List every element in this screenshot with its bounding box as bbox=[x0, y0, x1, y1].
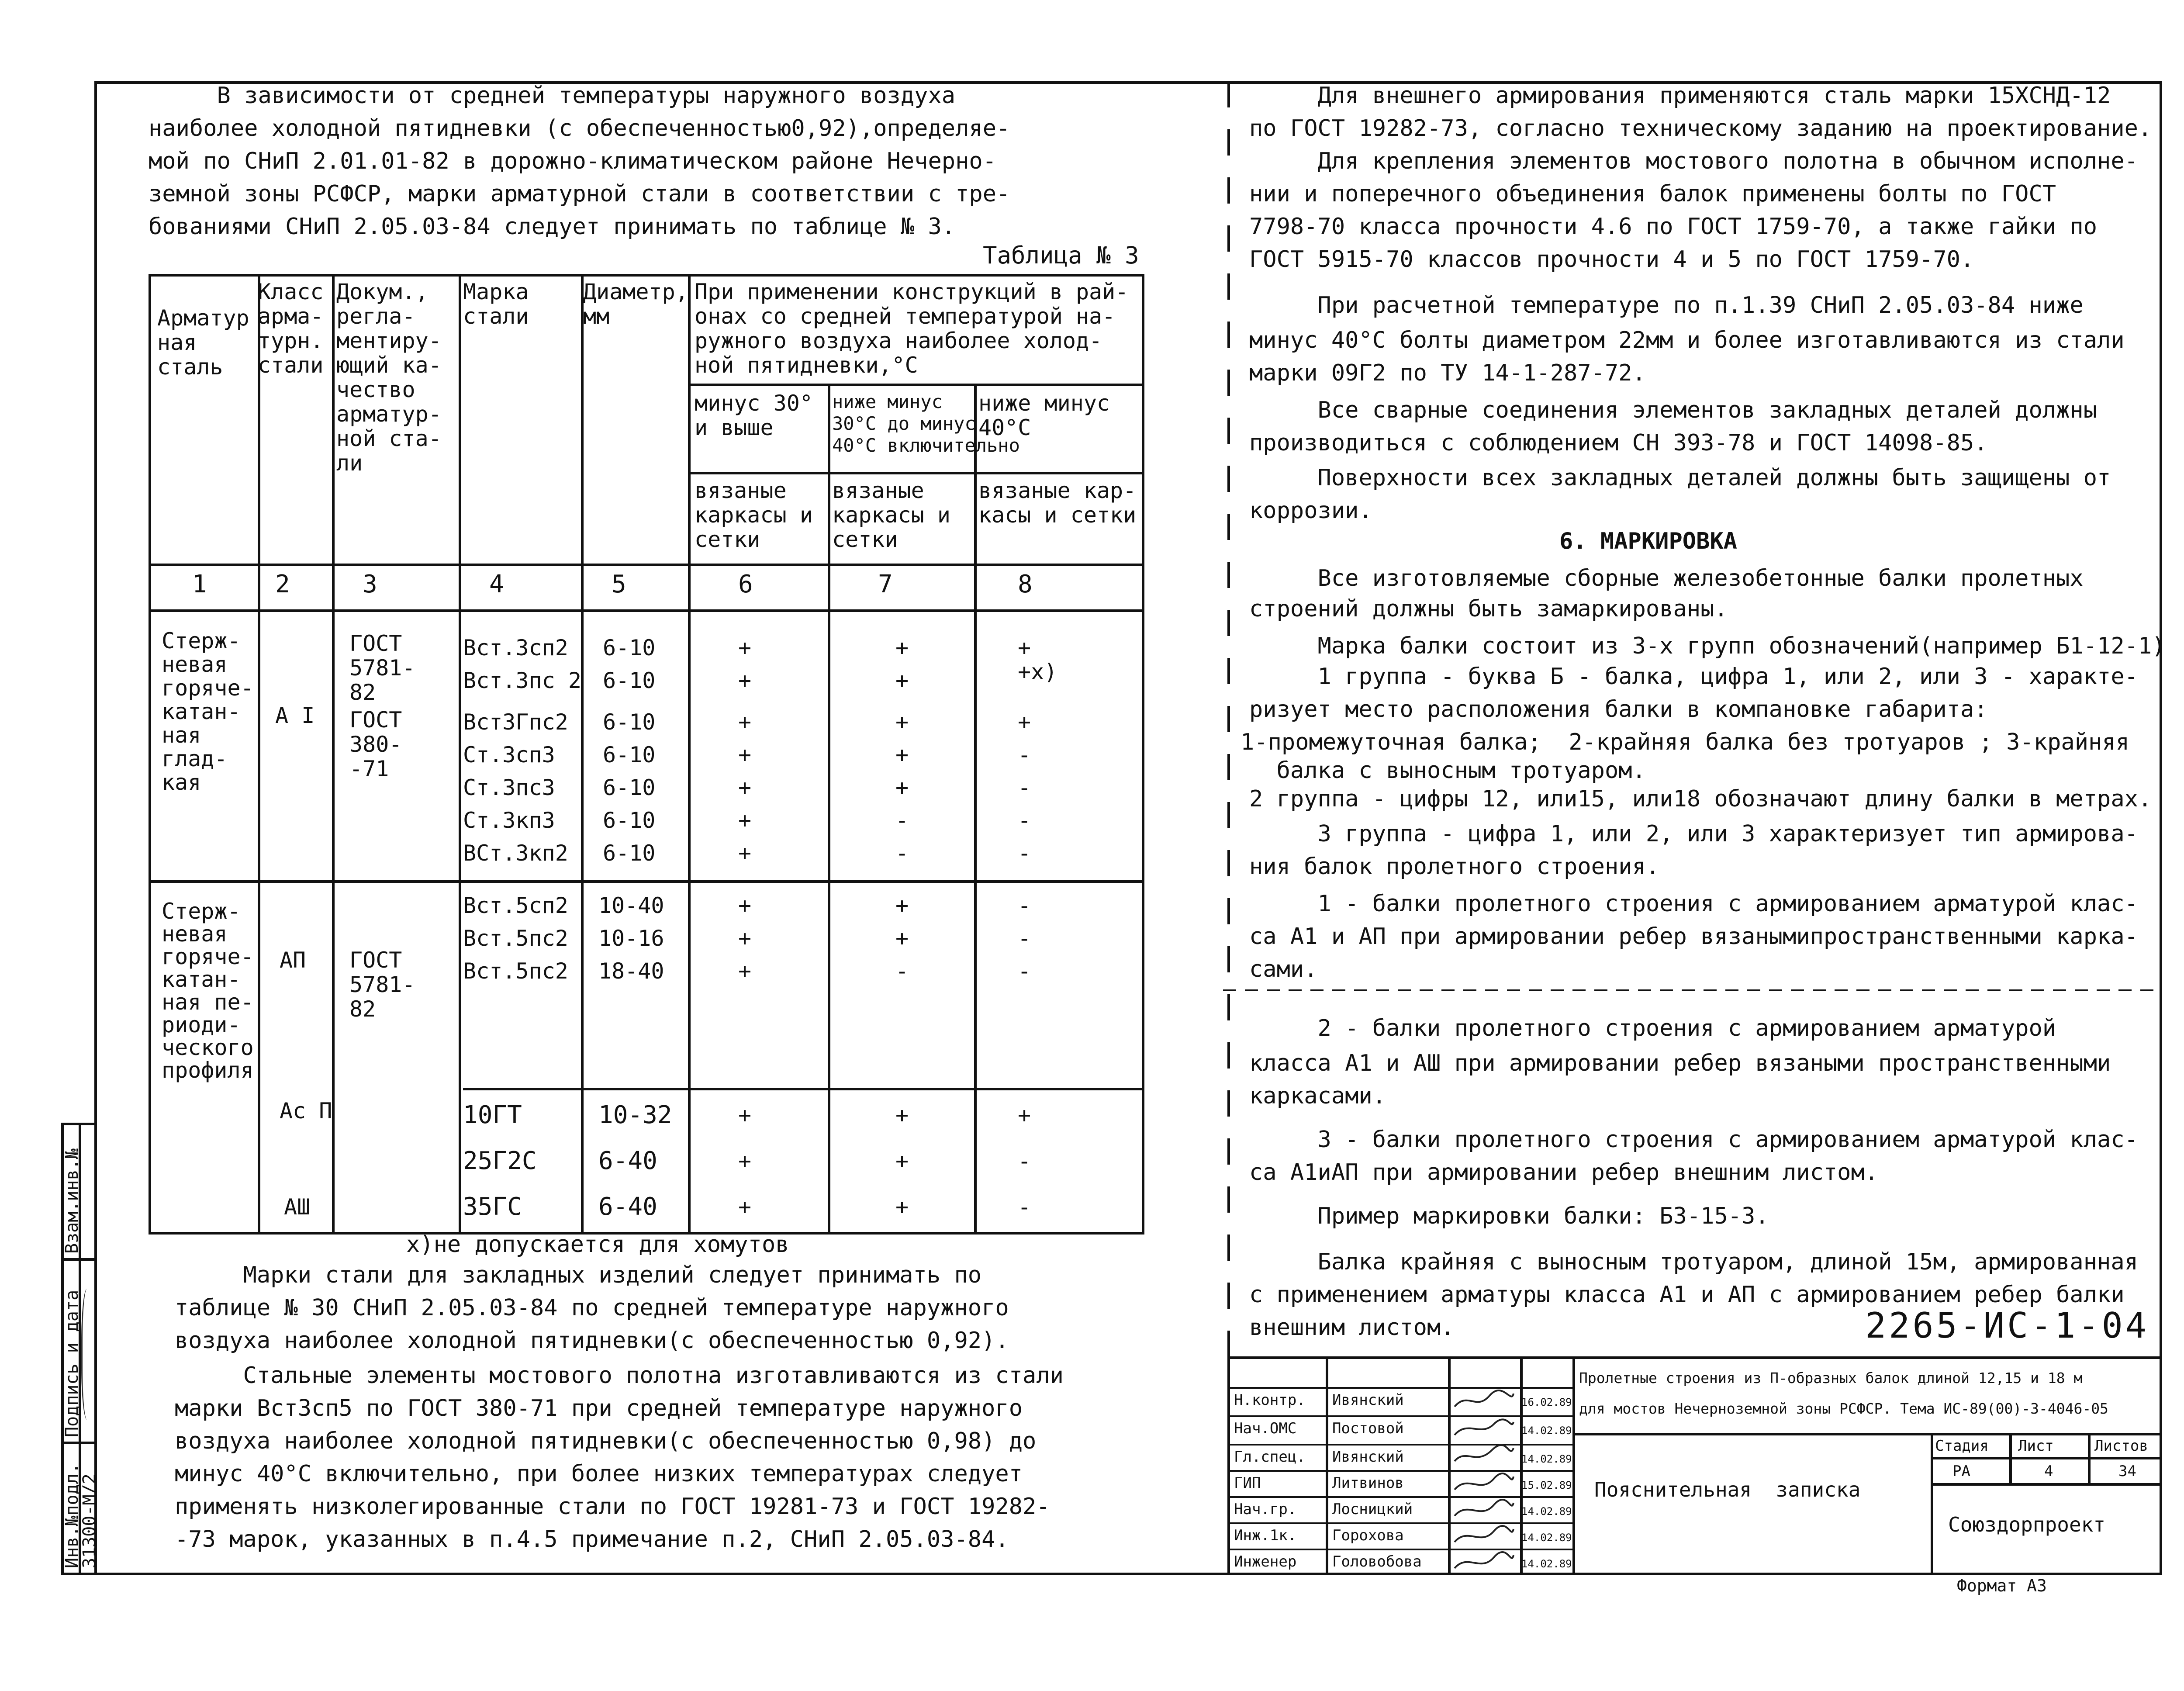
stamp-role-7: Инженер bbox=[1234, 1553, 1297, 1570]
stamp-organization: Союздорпроект bbox=[1948, 1513, 2106, 1536]
stamp-name-5: Лосницкий bbox=[1332, 1501, 1413, 1518]
r-para4-line-3: Марка балки состоит из 3-х групп обозначений(например Б1-12-1) bbox=[1249, 633, 2166, 659]
stamp-signatures bbox=[1450, 1389, 1518, 1573]
r-para3-line-2: производиться с соблюдением СН 393-78 и ГОСТ 14098-85. bbox=[1249, 430, 1988, 456]
g2-name: Стерж- невая горяче- катан- ная пе- риоди- ческого профиля bbox=[162, 899, 254, 1083]
frame-right bbox=[2160, 81, 2162, 1575]
r-para8-line-3: внешним листом. bbox=[1249, 1314, 1455, 1341]
g1-row4-c7: + bbox=[895, 742, 909, 768]
r-para5-line-3: сами. bbox=[1249, 956, 1318, 982]
g2-row3-diam: 18-40 bbox=[598, 958, 664, 984]
stamp-org-sep bbox=[1931, 1483, 2162, 1486]
g1-row6-c6: + bbox=[738, 808, 752, 833]
g2-row2-diam: 10-16 bbox=[598, 926, 664, 951]
col-num-6: 6 bbox=[738, 570, 753, 598]
col-num-5: 5 bbox=[612, 570, 626, 598]
g1-name: Стерж- невая горяче- катан- ная глад- кая bbox=[162, 628, 254, 795]
stamp-date-6: 14.02.89 bbox=[1521, 1532, 1572, 1544]
stamp-col-1 bbox=[1326, 1356, 1328, 1575]
intro-line-4: земной зоны РСФСР, марки арматурной стали в соответствии с тре- bbox=[149, 181, 1010, 207]
stamp-row-line-3 bbox=[1227, 1444, 1572, 1445]
r-para4-line-7: балка с выносным тротуаром. bbox=[1249, 757, 1646, 784]
stamp-name-3: Ивянский bbox=[1332, 1448, 1404, 1466]
g1-row1-c6: + bbox=[738, 635, 752, 660]
table-sub2 bbox=[690, 472, 1144, 474]
g1-row6-c7: - bbox=[895, 808, 909, 833]
stamp-stage: РА bbox=[1952, 1463, 1970, 1480]
g2-row2-c7: + bbox=[895, 926, 909, 951]
para3-line-1: Стальные элементы мостового полотна изготавливаются из стали bbox=[175, 1362, 1064, 1389]
r-para4-line-9: 3 группа - цифра 1, или 2, или 3 характеризует тип армирова- bbox=[1249, 821, 2138, 847]
handwritten-sign bbox=[81, 1289, 96, 1420]
g1-row2-c6: + bbox=[738, 668, 752, 693]
g1-row3-c7: + bbox=[895, 709, 909, 735]
g1-row7-c6: + bbox=[738, 840, 752, 866]
table-g1-bottom bbox=[149, 880, 1144, 883]
r-para2-line-1: При расчетной температуре по п.1.39 СНиП 2.05.03-84 ниже bbox=[1249, 292, 2084, 318]
r-para1-line-3: Для крепления элементов мостового полотна в обычном исполне- bbox=[1249, 148, 2138, 174]
r-para7-line-1: 3 - балки пролетного строения с армированием арматурой клас- bbox=[1249, 1127, 2138, 1153]
g1-row5-grade: Ст.3пс3 bbox=[463, 775, 555, 800]
side-strip-sep2 bbox=[61, 1442, 97, 1444]
g1-row4-diam: 6-10 bbox=[603, 742, 656, 768]
g1-row5-c7: + bbox=[895, 775, 909, 800]
table-nums-top bbox=[149, 564, 1144, 566]
intro-line-2: наиболее холодной пятидневки (с обеспеченностью0,92),определяе- bbox=[149, 115, 1010, 142]
r-para4-line-5: ризует место расположения балки в компановке габарита: bbox=[1249, 696, 1988, 723]
inv-value: 31300-М/2 bbox=[79, 1473, 100, 1568]
g1-row3-c8: + bbox=[1018, 709, 1031, 735]
g3-row1-c7: + bbox=[895, 1103, 909, 1128]
g3-row1-c8: + bbox=[1018, 1103, 1031, 1128]
table-g2-bottom bbox=[463, 1088, 1144, 1090]
r-para3-line-3: Поверхности всех закладных деталей должны быть защищены от bbox=[1249, 465, 2111, 491]
header-class: Класс арма- турн. стали bbox=[258, 279, 324, 378]
side-strip-sep1 bbox=[61, 1258, 97, 1261]
header-steel: Арматур ная сталь bbox=[157, 305, 249, 380]
para3-line-6: -73 марок, указанных в п.4.5 примечание п.2, СНиП 2.05.03-84. bbox=[175, 1526, 1009, 1553]
stamp-role-5: Нач.гр. bbox=[1234, 1501, 1297, 1518]
intro-line-1: В зависимости от средней температуры наружного воздуха bbox=[149, 83, 956, 109]
g2-row3-c7: - bbox=[895, 958, 909, 984]
col-num-7: 7 bbox=[878, 570, 893, 598]
col-line-4 bbox=[581, 274, 584, 1233]
header-sub-2: вязаные каркасы и сетки bbox=[832, 478, 950, 552]
g2-doc: ГОСТ 5781- 82 bbox=[349, 948, 415, 1022]
header-temp-1: минус 30° и выше bbox=[695, 391, 813, 440]
g3-row2-diam: 6-40 bbox=[598, 1147, 657, 1175]
col-line-6 bbox=[828, 384, 830, 1233]
stamp-stage-sep bbox=[1931, 1457, 2162, 1459]
stamp-date-2: 14.02.89 bbox=[1521, 1425, 1572, 1437]
r-para3-line-1: Все сварные соединения элементов закладных деталей должны bbox=[1249, 397, 2098, 423]
stamp-title-bottom bbox=[1572, 1433, 2162, 1435]
g3-row3-c8: - bbox=[1018, 1194, 1031, 1220]
g1-row1-grade: Вст.3сп2 bbox=[463, 635, 568, 660]
g1-row5-diam: 6-10 bbox=[603, 775, 656, 800]
header-temp-3: ниже минус 40°С bbox=[978, 391, 1110, 440]
col-line-2 bbox=[332, 274, 335, 1233]
r-para4-line-10: ния балок пролетного строения. bbox=[1249, 854, 1660, 880]
g1-doc2: ГОСТ 380- -71 bbox=[349, 707, 402, 782]
g1-row6-diam: 6-10 bbox=[603, 808, 656, 833]
g3-row1-grade: 10ГТ bbox=[463, 1101, 522, 1129]
r-para4-line-6: 1-промежуточная балка; 2-крайняя балка без тротуаров ; 3-крайняя bbox=[1241, 729, 2129, 755]
stamp-date-5: 14.02.89 bbox=[1521, 1505, 1572, 1518]
stamp-header-stage: Стадия bbox=[1935, 1437, 1989, 1455]
sign-label: Подпись и дата bbox=[62, 1290, 82, 1437]
r-para6-line-1: 2 - балки пролетного строения с армированием арматурой bbox=[1249, 1015, 2056, 1041]
r-para8-line-1: Балка крайняя с выносным тротуаром, длиной 15м, армированная bbox=[1249, 1249, 2138, 1275]
col-num-3: 3 bbox=[363, 570, 377, 598]
para2-line-2: таблице № 30 СНиП 2.05.03-84 по средней температуре наружного bbox=[175, 1295, 1009, 1321]
stamp-role-4: ГИП bbox=[1234, 1474, 1261, 1492]
stamp-header-sheets: Листов bbox=[2094, 1437, 2148, 1455]
g3-row2-c6: + bbox=[738, 1148, 752, 1174]
stamp-left bbox=[1227, 1356, 1230, 1575]
r-para7-line-2: са А1иАП при армировании ребер внешним листом. bbox=[1249, 1159, 1879, 1186]
stamp-row-line-4 bbox=[1227, 1470, 1572, 1472]
g2-row3-grade: Вст.5пс2 bbox=[463, 958, 568, 984]
table-top bbox=[149, 274, 1144, 277]
g1-row7-grade: ВСт.3кп2 bbox=[463, 840, 568, 866]
g1-row3-grade: Вст3Гпс2 bbox=[463, 709, 568, 735]
col-num-1: 1 bbox=[192, 570, 207, 598]
stamp-col-5 bbox=[1931, 1433, 1933, 1575]
g1-row7-c8: - bbox=[1018, 840, 1031, 866]
g1-row2-diam: 6-10 bbox=[603, 668, 656, 693]
stamp-row-line-2 bbox=[1227, 1415, 1572, 1417]
header-diam: Диаметр, мм bbox=[583, 279, 688, 329]
g1-row1-diam: 6-10 bbox=[603, 635, 656, 660]
col-num-4: 4 bbox=[489, 570, 504, 598]
section-title: 6. МАРКИРОВКА bbox=[1559, 528, 1737, 554]
g2-row1-c8: - bbox=[1018, 893, 1031, 918]
stamp-sheet: 4 bbox=[2044, 1463, 2053, 1480]
col-line-5 bbox=[688, 274, 691, 1233]
para2-line-1: Марки стали для закладных изделий следует принимать по bbox=[175, 1262, 982, 1288]
stamp-row-line-1 bbox=[1227, 1387, 1572, 1389]
para3-line-2: марки ВстЗсп5 по ГОСТ 380-71 при средней температуре наружного bbox=[175, 1395, 1023, 1421]
r-para2-line-3: марки 09Г2 по ТУ 14-1-287-72. bbox=[1249, 360, 1646, 386]
stamp-role-2: Нач.ОМС bbox=[1234, 1420, 1297, 1437]
r-para6-line-3: каркасами. bbox=[1249, 1083, 1386, 1109]
intro-line-3: мой по СНиП 2.01.01-82 в дорожно-климатическом районе Нечерно- bbox=[149, 148, 997, 174]
header-sub-1: вязаные каркасы и сетки bbox=[695, 478, 813, 552]
g3-row1-c6: + bbox=[738, 1103, 752, 1128]
g1-row7-diam: 6-10 bbox=[603, 840, 656, 866]
g2-row2-c8: - bbox=[1018, 926, 1031, 951]
g1-row1-c7: + bbox=[895, 635, 909, 660]
r-para1-line-4: нии и поперечного объединения балок применены болты по ГОСТ bbox=[1249, 181, 2056, 207]
stamp-title-line-2: для мостов Нечерноземной зоны РСФСР. Тема ИС-89(00)-3-4046-05 bbox=[1579, 1400, 2108, 1417]
g3-class-1: Ас П bbox=[280, 1098, 332, 1124]
stamp-name-6: Горохова bbox=[1332, 1527, 1404, 1544]
dashed-rule-1 bbox=[1223, 989, 2158, 991]
marking-example: Пример маркировки балки: Б3-15-3. bbox=[1249, 1203, 1769, 1229]
frame-bottom bbox=[61, 1573, 2162, 1575]
g1-row2-c7: + bbox=[895, 668, 909, 693]
g1-row7-c7: - bbox=[895, 840, 909, 866]
stamp-header-sheet: Лист bbox=[2018, 1437, 2054, 1455]
stamp-date-3: 14.02.89 bbox=[1521, 1453, 1572, 1465]
intro-line-5: бованиями СНиП 2.05.03-84 следует принимать по таблице № 3. bbox=[149, 214, 956, 240]
g2-class: АП bbox=[280, 948, 306, 973]
g1-doc1: ГОСТ 5781- 82 bbox=[349, 631, 415, 705]
g1-row5-c6: + bbox=[738, 775, 752, 800]
stamp-role-6: Инж.1к. bbox=[1234, 1527, 1297, 1544]
stamp-date-1: 16.02.89 bbox=[1521, 1396, 1572, 1408]
stamp-col-4 bbox=[1572, 1356, 1575, 1575]
g3-row2-grade: 25Г2С bbox=[463, 1147, 537, 1175]
g1-row4-grade: Ст.3сп3 bbox=[463, 742, 555, 768]
para2-line-3: воздуха наиболее холодной пятидневки(с обеспеченностью 0,92). bbox=[175, 1328, 1009, 1354]
g3-class-2: АШ bbox=[284, 1194, 311, 1220]
swap-label: Взам.инв.№ bbox=[62, 1148, 82, 1254]
table-nums-bottom bbox=[149, 609, 1144, 612]
r-para6-line-2: класса А1 и АШ при армировании ребер вязаными пространственными bbox=[1249, 1050, 2111, 1076]
g2-row3-c8: - bbox=[1018, 958, 1031, 984]
inv-label: Инв.№подл. bbox=[62, 1463, 82, 1568]
stamp-row-line-5 bbox=[1227, 1496, 1572, 1498]
para3-line-3: воздуха наиболее холодной пятидневки(с обеспеченностью 0,98) до bbox=[175, 1428, 1037, 1454]
g2-row1-diam: 10-40 bbox=[598, 893, 664, 918]
para3-line-5: применять низколегированные стали по ГОСТ 19281-73 и ГОСТ 19282- bbox=[175, 1494, 1050, 1520]
r-para5-line-2: са А1 и АП при армировании ребер вязанымипространственными карка- bbox=[1249, 923, 2138, 950]
sheet-format: Формат А3 bbox=[1957, 1576, 2047, 1595]
g1-row4-c6: + bbox=[738, 742, 752, 768]
g1-row6-c8: - bbox=[1018, 808, 1031, 833]
g1-row5-c8: - bbox=[1018, 775, 1031, 800]
stamp-name-4: Литвинов bbox=[1332, 1474, 1404, 1492]
col-line-7 bbox=[974, 384, 977, 1233]
g2-row1-grade: Вст.5сп2 bbox=[463, 893, 568, 918]
g1-row6-grade: Ст.3кп3 bbox=[463, 808, 555, 833]
col-line-8 bbox=[1142, 274, 1144, 1233]
g2-row2-grade: Вст.5пс2 bbox=[463, 926, 568, 951]
stamp-name-2: Постовой bbox=[1332, 1420, 1404, 1437]
g3-row1-diam: 10-32 bbox=[598, 1101, 672, 1129]
header-grade: Марка стали bbox=[463, 279, 529, 329]
g3-row3-diam: 6-40 bbox=[598, 1193, 657, 1221]
r-para4-line-8: 2 группа - цифры 12, или15, или18 обозначают длину балки в метрах. bbox=[1249, 786, 2152, 812]
table-sub1 bbox=[690, 384, 1144, 386]
g2-row3-c6: + bbox=[738, 958, 752, 984]
g3-row2-c8: - bbox=[1018, 1148, 1031, 1174]
header-group: При применении конструкций в рай- онах со средней температурой на- ружного воздуха наиболее холод- ной пятидневки,°С bbox=[695, 279, 1129, 378]
g1-class: А I bbox=[275, 703, 315, 728]
r-para1-line-5: 7798-70 класса прочности 4.6 по ГОСТ 1759-70, а также гайки по bbox=[1249, 214, 2098, 240]
header-temp-2: ниже минус 30°С до минус 40°С включительно bbox=[832, 391, 1020, 456]
header-doc: Докум., регла- ментиру- ющий ка- чество арматур- ной ста- ли bbox=[336, 279, 442, 476]
stamp-row-line-6 bbox=[1227, 1522, 1572, 1524]
col-line-1 bbox=[258, 274, 260, 1233]
stamp-date-7: 14.02.89 bbox=[1521, 1558, 1572, 1570]
para3-line-4: минус 40°С включительно, при более низких температурах следует bbox=[175, 1461, 1023, 1487]
g3-row2-c7: + bbox=[895, 1148, 909, 1174]
table-footnote: x)не допускается для хомутов bbox=[406, 1231, 789, 1258]
r-para5-line-1: 1 - балки пролетного строения с армированием арматурой клас- bbox=[1249, 891, 2138, 917]
g1-row2-c8: +x) bbox=[1018, 659, 1057, 685]
g1-row3-c6: + bbox=[738, 709, 752, 735]
document-code: 2265-ИС-1-04 bbox=[1865, 1305, 2149, 1346]
col-num-2: 2 bbox=[275, 570, 290, 598]
header-sub-3: вязаные кар- касы и сетки bbox=[978, 478, 1137, 528]
g2-row2-c6: + bbox=[738, 926, 752, 951]
stamp-role-3: Гл.спец. bbox=[1234, 1448, 1306, 1466]
g3-row3-c7: + bbox=[895, 1194, 909, 1220]
g1-row4-c8: - bbox=[1018, 742, 1031, 768]
g3-row3-grade: 35ГС bbox=[463, 1193, 522, 1221]
r-para1-line-6: ГОСТ 5915-70 классов прочности 4 и 5 по ГОСТ 1759-70. bbox=[1249, 246, 1974, 273]
col-num-8: 8 bbox=[1018, 570, 1033, 598]
r-para3-line-4: коррозии. bbox=[1249, 498, 1372, 524]
col-line-0 bbox=[149, 274, 151, 1233]
frame-mid-dash bbox=[1227, 81, 1230, 1409]
r-para2-line-2: минус 40°С болты диаметром 22мм и более изготавливаются из стали bbox=[1249, 327, 2125, 353]
stamp-title-line-1: Пролетные строения из П-образных балок длиной 12,15 и 18 м bbox=[1579, 1369, 2083, 1387]
r-para4-line-4: 1 группа - буква Б - балка, цифра 1, или 2, или 3 - характе- bbox=[1249, 664, 2138, 690]
g2-row1-c7: + bbox=[895, 893, 909, 918]
stamp-sheets: 34 bbox=[2118, 1463, 2136, 1480]
g1-row3-diam: 6-10 bbox=[603, 709, 656, 735]
r-para8-line-2: с применением арматуры класса А1 и АП с армированием ребер балки bbox=[1249, 1282, 2125, 1308]
stamp-row-line-7 bbox=[1227, 1549, 1572, 1550]
stamp-role-1: Н.контр. bbox=[1234, 1391, 1306, 1409]
r-para1-line-1: Для внешнего армирования применяются сталь марки 15ХСНД-12 bbox=[1249, 83, 2111, 109]
r-para1-line-2: по ГОСТ 19282-73, согласно техническому заданию на проектирование. bbox=[1249, 115, 2152, 142]
stamp-top bbox=[1227, 1356, 2162, 1359]
r-para4-line-2: строений должны быть замаркированы. bbox=[1249, 596, 1728, 622]
stamp-name-1: Ивянский bbox=[1332, 1391, 1404, 1409]
stamp-name-7: Головобова bbox=[1332, 1553, 1422, 1570]
g3-row3-c6: + bbox=[738, 1194, 752, 1220]
g1-row1-c8: + bbox=[1018, 635, 1031, 660]
r-para4-line-1: Все изготовляемые сборные железобетонные балки пролетных bbox=[1249, 565, 2084, 591]
stamp-doc-name: Пояснительная записка bbox=[1594, 1478, 1861, 1501]
stamp-date-4: 15.02.89 bbox=[1521, 1479, 1572, 1491]
col-line-3 bbox=[459, 274, 461, 1233]
table-title: Таблица № 3 bbox=[983, 242, 1139, 269]
g2-row1-c6: + bbox=[738, 893, 752, 918]
g1-row2-grade: Вст.3пс 2 bbox=[463, 668, 581, 693]
